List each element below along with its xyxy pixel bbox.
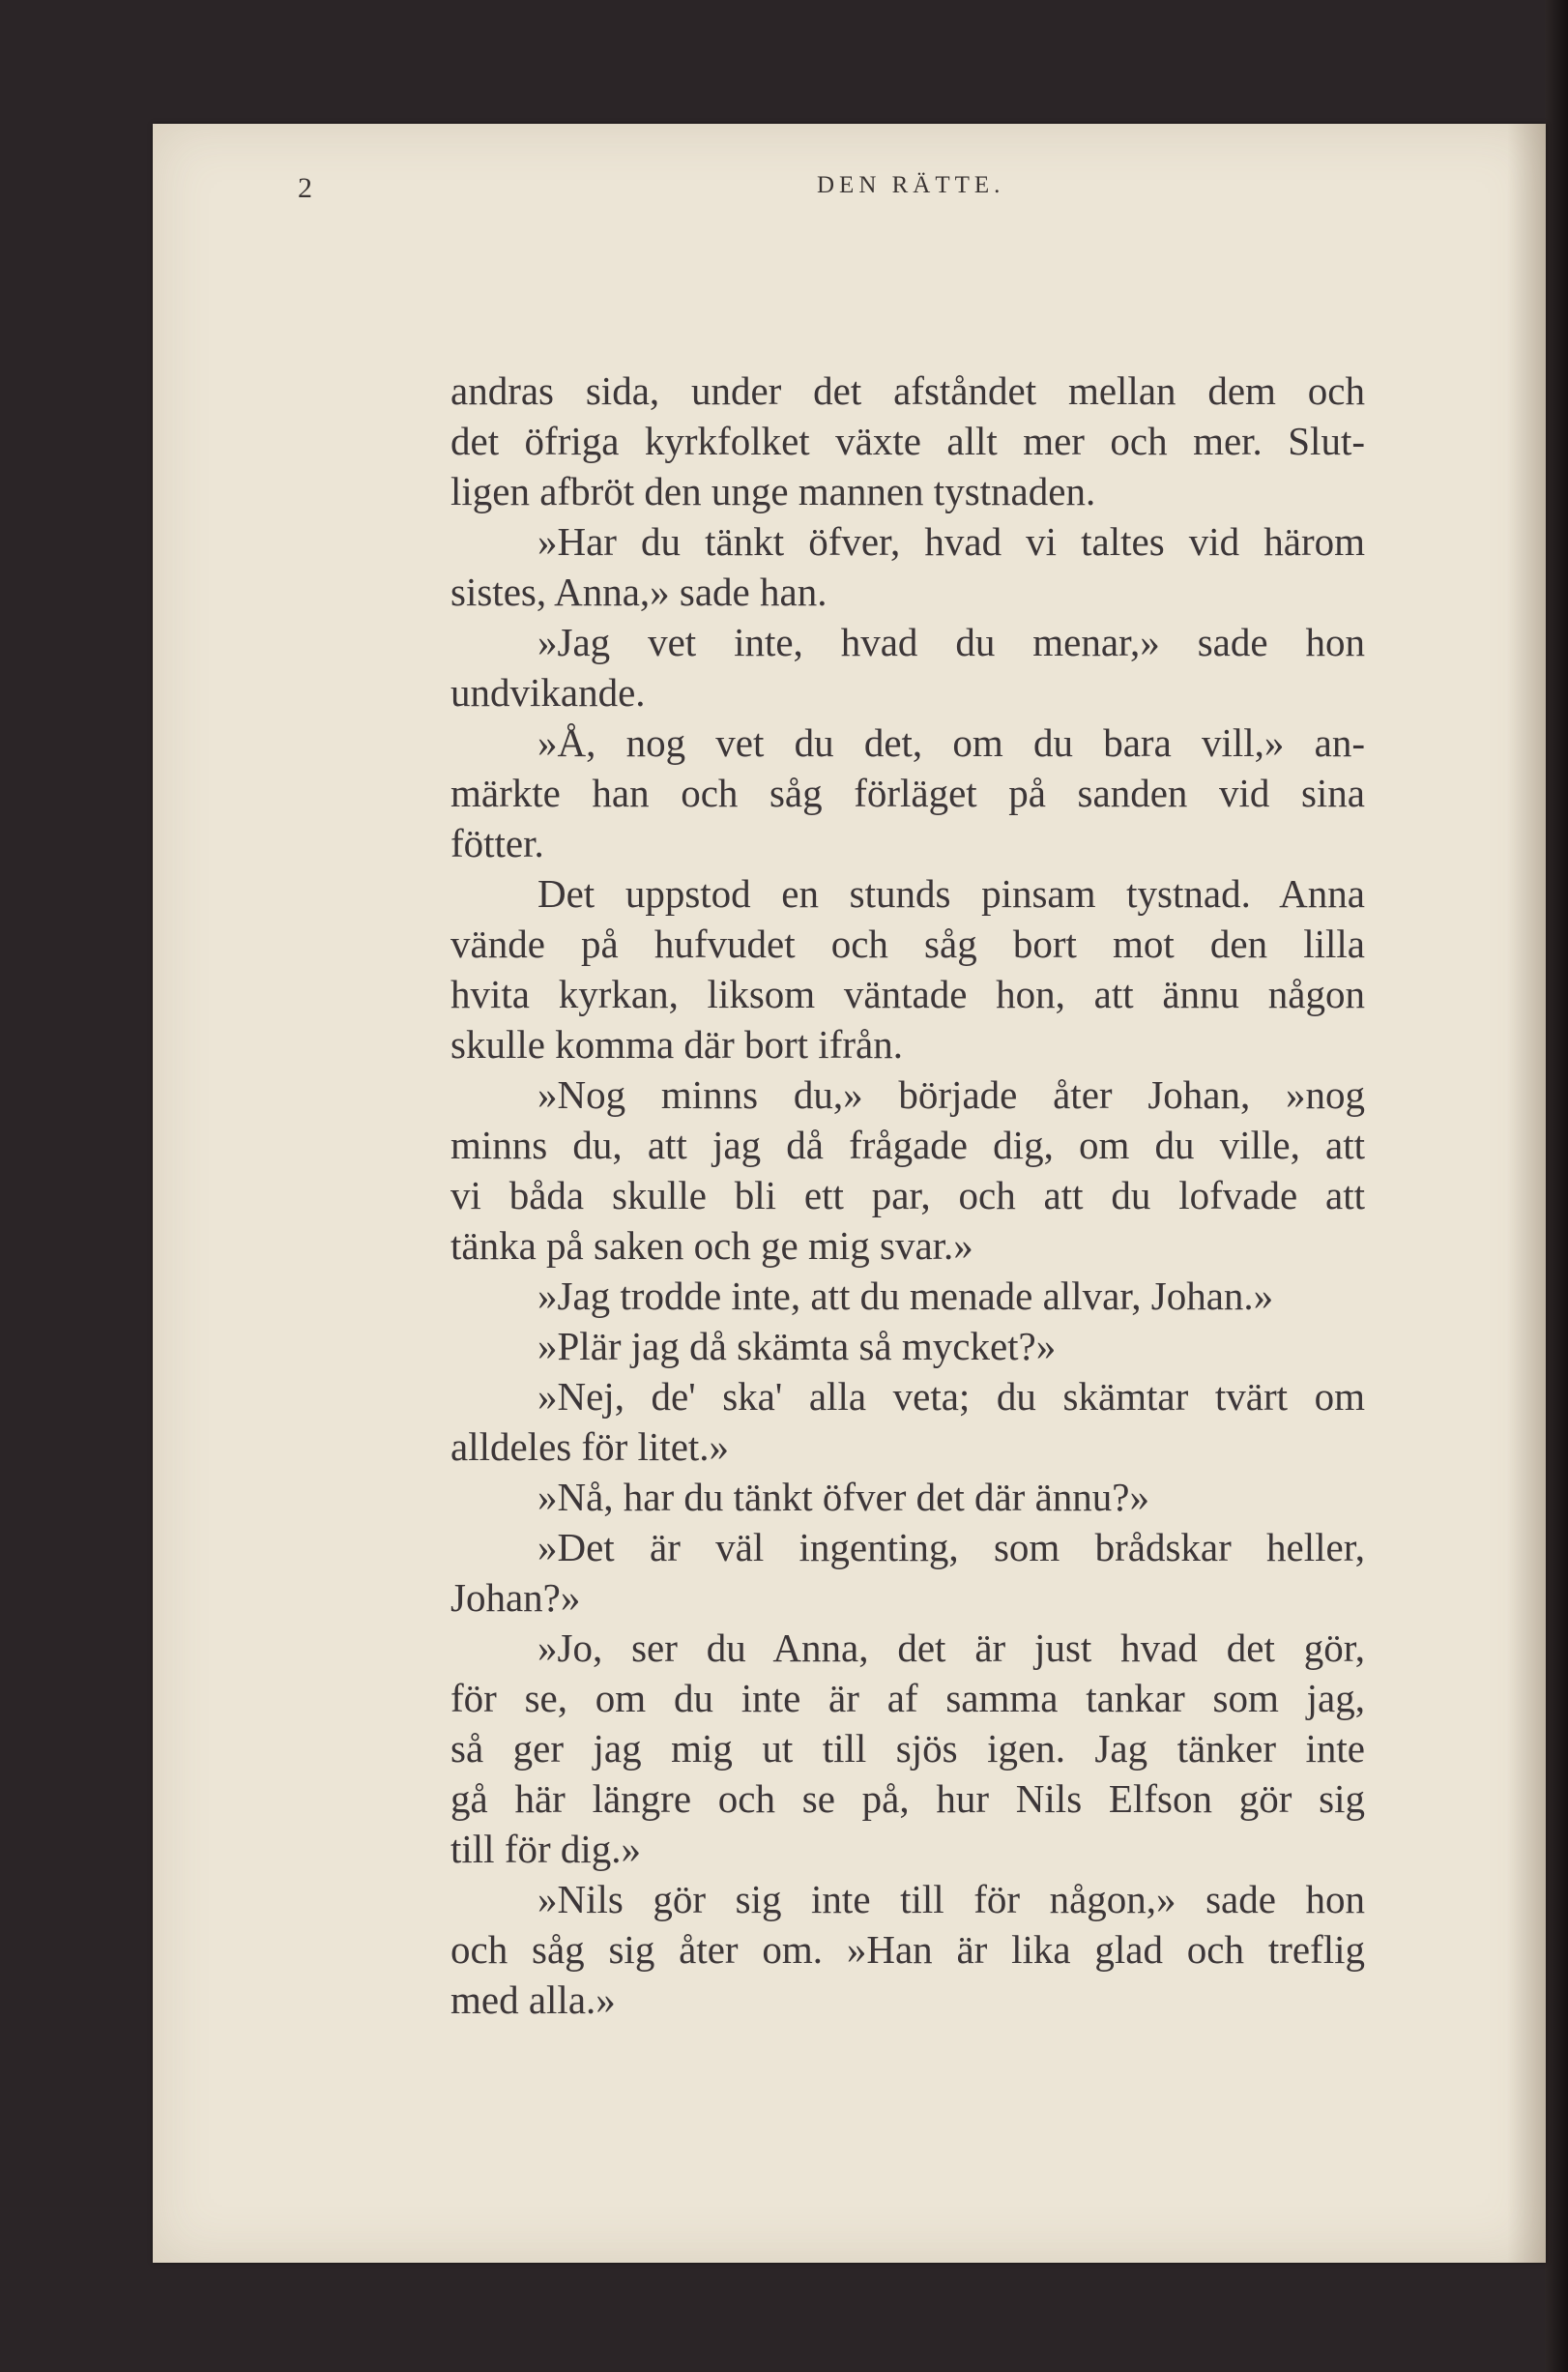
text-line: »Jag trodde inte, att du menade allvar, Johan.» <box>537 1274 1274 1318</box>
text-line: hvita kyrkan, liksom väntade hon, att ännu någon <box>450 972 1365 1016</box>
text-line: Johan?» <box>450 1575 581 1620</box>
backdrop-edge <box>1545 0 1568 2372</box>
text-line: »Nog minns du,» började åter Johan, »nog <box>537 1072 1365 1117</box>
text-line: »Jo, ser du Anna, det är just hvad det gör, <box>537 1625 1365 1670</box>
text-line: »Har du tänkt öfver, hvad vi taltes vid härom <box>537 519 1365 564</box>
text-line: för se, om du inte är af samma tankar som jag, <box>450 1676 1365 1720</box>
text-line: alldeles för litet.» <box>450 1424 730 1469</box>
text-line: »Det är väl ingenting, som brådskar heller, <box>537 1525 1365 1569</box>
text-line: ligen afbröt den unge mannen tystnaden. <box>450 469 1096 513</box>
running-title: DEN RÄTTE. <box>817 172 1005 198</box>
text-line: vände på hufvudet och såg bort mot den lilla <box>450 922 1365 966</box>
body-text <box>450 366 1365 2025</box>
text-line: »Nå, har du tänkt öfver det där ännu?» <box>537 1475 1149 1519</box>
text-line: märkte han och såg förläget på sanden vid sina <box>450 771 1365 815</box>
text-line: andras sida, under det afståndet mellan dem och <box>450 368 1365 413</box>
text-line: undvikande. <box>450 670 646 715</box>
text-line: skulle komma där bort ifrån. <box>450 1022 903 1067</box>
page-number: 2 <box>298 172 313 204</box>
text-line: minns du, att jag då frågade dig, om du ville, att <box>450 1123 1365 1167</box>
text-line: så ger jag mig ut till sjös igen. Jag tänker inte <box>450 1726 1365 1771</box>
text-line: och såg sig åter om. »Han är lika glad och treflig <box>450 1927 1365 1972</box>
text-line: tänka på saken och ge mig svar.» <box>450 1223 973 1268</box>
text-line: vi båda skulle bli ett par, och att du lofvade att <box>450 1173 1365 1217</box>
text-line: gå här längre och se på, hur Nils Elfson gör sig <box>450 1776 1365 1821</box>
text-line: »Å, nog vet du det, om du bara vill,» an- <box>537 720 1365 765</box>
text-line: sistes, Anna,» sade han. <box>450 570 828 614</box>
running-head <box>0 172 1568 211</box>
text-line: Det uppstod en stunds pinsam tystnad. Anna <box>537 871 1365 916</box>
text-line: »Jag vet inte, hvad du menar,» sade hon <box>537 620 1365 664</box>
text-line: med alla.» <box>450 1977 616 2022</box>
text-line: »Plär jag då skämta så mycket?» <box>537 1324 1057 1368</box>
text-line: »Nils gör sig inte till för någon,» sade hon <box>537 1877 1365 1921</box>
text-line: till för dig.» <box>450 1827 642 1871</box>
text-line: det öfriga kyrkfolket växte allt mer och mer. Slut- <box>450 419 1365 463</box>
text-line: »Nej, de' ska' alla veta; du skämtar tvärt om <box>537 1374 1365 1419</box>
text-line: fötter. <box>450 821 544 865</box>
